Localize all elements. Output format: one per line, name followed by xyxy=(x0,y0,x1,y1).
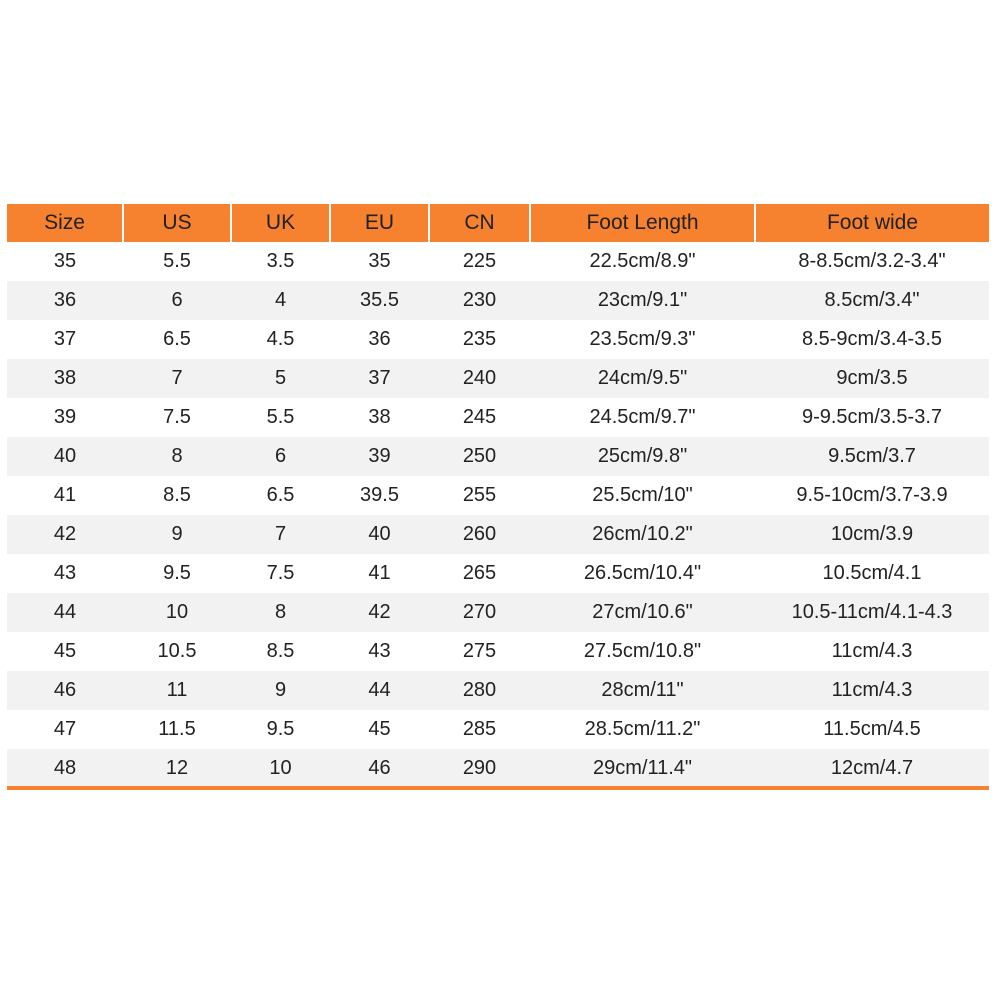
cell-size: 43 xyxy=(7,554,123,593)
cell-cn: 250 xyxy=(429,437,530,476)
cell-foot-length: 22.5cm/8.9" xyxy=(530,242,755,281)
cell-cn: 225 xyxy=(429,242,530,281)
cell-us: 5.5 xyxy=(123,242,231,281)
table-row xyxy=(7,359,989,398)
cell-eu: 43 xyxy=(330,632,429,671)
cell-eu: 35.5 xyxy=(330,281,429,320)
table-row xyxy=(7,476,989,515)
cell-size: 48 xyxy=(7,749,123,788)
table-row xyxy=(7,398,989,437)
table-row xyxy=(7,320,989,359)
column-header-foot-length: Foot Length xyxy=(530,204,755,242)
column-header-uk: UK xyxy=(231,204,330,242)
cell-eu: 41 xyxy=(330,554,429,593)
cell-foot-wide: 8.5-9cm/3.4-3.5 xyxy=(755,320,989,359)
table-header xyxy=(7,204,989,242)
cell-size: 47 xyxy=(7,710,123,749)
cell-foot-wide: 10cm/3.9 xyxy=(755,515,989,554)
cell-foot-wide: 9.5-10cm/3.7-3.9 xyxy=(755,476,989,515)
table-row xyxy=(7,515,989,554)
table-row xyxy=(7,632,989,671)
table-row xyxy=(7,671,989,710)
cell-size: 42 xyxy=(7,515,123,554)
cell-us: 9 xyxy=(123,515,231,554)
cell-size: 40 xyxy=(7,437,123,476)
cell-cn: 260 xyxy=(429,515,530,554)
cell-us: 11.5 xyxy=(123,710,231,749)
cell-uk: 9.5 xyxy=(231,710,330,749)
column-header-eu: EU xyxy=(330,204,429,242)
cell-foot-wide: 8-8.5cm/3.2-3.4" xyxy=(755,242,989,281)
cell-cn: 290 xyxy=(429,749,530,788)
cell-us: 6 xyxy=(123,281,231,320)
cell-us: 8.5 xyxy=(123,476,231,515)
table-row xyxy=(7,593,989,632)
cell-us: 8 xyxy=(123,437,231,476)
header-row xyxy=(7,204,989,242)
cell-eu: 38 xyxy=(330,398,429,437)
cell-size: 41 xyxy=(7,476,123,515)
cell-cn: 235 xyxy=(429,320,530,359)
cell-us: 7 xyxy=(123,359,231,398)
cell-foot-length: 25.5cm/10" xyxy=(530,476,755,515)
cell-size: 35 xyxy=(7,242,123,281)
cell-uk: 9 xyxy=(231,671,330,710)
cell-size: 44 xyxy=(7,593,123,632)
cell-cn: 280 xyxy=(429,671,530,710)
cell-uk: 8.5 xyxy=(231,632,330,671)
cell-foot-length: 28cm/11" xyxy=(530,671,755,710)
cell-uk: 8 xyxy=(231,593,330,632)
size-chart-table xyxy=(7,204,989,788)
cell-size: 37 xyxy=(7,320,123,359)
cell-foot-length: 24cm/9.5" xyxy=(530,359,755,398)
cell-us: 7.5 xyxy=(123,398,231,437)
cell-us: 9.5 xyxy=(123,554,231,593)
cell-cn: 275 xyxy=(429,632,530,671)
table-row xyxy=(7,437,989,476)
cell-us: 10.5 xyxy=(123,632,231,671)
cell-foot-wide: 10.5-11cm/4.1-4.3 xyxy=(755,593,989,632)
cell-foot-length: 26cm/10.2" xyxy=(530,515,755,554)
cell-eu: 46 xyxy=(330,749,429,788)
cell-foot-length: 29cm/11.4" xyxy=(530,749,755,788)
cell-size: 39 xyxy=(7,398,123,437)
cell-us: 6.5 xyxy=(123,320,231,359)
column-header-cn: CN xyxy=(429,204,530,242)
cell-size: 36 xyxy=(7,281,123,320)
cell-uk: 4.5 xyxy=(231,320,330,359)
cell-us: 11 xyxy=(123,671,231,710)
table-row xyxy=(7,242,989,281)
table-row xyxy=(7,710,989,749)
cell-cn: 240 xyxy=(429,359,530,398)
cell-uk: 7 xyxy=(231,515,330,554)
cell-us: 10 xyxy=(123,593,231,632)
cell-uk: 5.5 xyxy=(231,398,330,437)
cell-uk: 10 xyxy=(231,749,330,788)
cell-cn: 245 xyxy=(429,398,530,437)
table-body xyxy=(7,242,989,788)
cell-foot-wide: 9.5cm/3.7 xyxy=(755,437,989,476)
cell-foot-length: 27cm/10.6" xyxy=(530,593,755,632)
cell-foot-wide: 11cm/4.3 xyxy=(755,671,989,710)
cell-eu: 45 xyxy=(330,710,429,749)
cell-size: 45 xyxy=(7,632,123,671)
cell-uk: 5 xyxy=(231,359,330,398)
cell-size: 46 xyxy=(7,671,123,710)
cell-foot-length: 26.5cm/10.4" xyxy=(530,554,755,593)
column-header-foot-wide: Foot wide xyxy=(755,204,989,242)
cell-eu: 37 xyxy=(330,359,429,398)
cell-foot-length: 25cm/9.8" xyxy=(530,437,755,476)
bottom-divider xyxy=(7,786,989,790)
cell-foot-wide: 10.5cm/4.1 xyxy=(755,554,989,593)
cell-us: 12 xyxy=(123,749,231,788)
cell-eu: 39 xyxy=(330,437,429,476)
cell-foot-length: 24.5cm/9.7" xyxy=(530,398,755,437)
cell-foot-wide: 11.5cm/4.5 xyxy=(755,710,989,749)
table-row xyxy=(7,554,989,593)
cell-eu: 40 xyxy=(330,515,429,554)
table-row xyxy=(7,749,989,788)
cell-foot-wide: 11cm/4.3 xyxy=(755,632,989,671)
cell-foot-wide: 9-9.5cm/3.5-3.7 xyxy=(755,398,989,437)
cell-foot-wide: 12cm/4.7 xyxy=(755,749,989,788)
cell-uk: 4 xyxy=(231,281,330,320)
cell-eu: 44 xyxy=(330,671,429,710)
cell-foot-length: 23.5cm/9.3" xyxy=(530,320,755,359)
cell-size: 38 xyxy=(7,359,123,398)
cell-eu: 35 xyxy=(330,242,429,281)
cell-foot-wide: 9cm/3.5 xyxy=(755,359,989,398)
cell-cn: 270 xyxy=(429,593,530,632)
cell-eu: 42 xyxy=(330,593,429,632)
cell-foot-length: 27.5cm/10.8" xyxy=(530,632,755,671)
cell-cn: 265 xyxy=(429,554,530,593)
cell-uk: 7.5 xyxy=(231,554,330,593)
cell-eu: 39.5 xyxy=(330,476,429,515)
cell-eu: 36 xyxy=(330,320,429,359)
cell-cn: 285 xyxy=(429,710,530,749)
column-header-us: US xyxy=(123,204,231,242)
cell-cn: 230 xyxy=(429,281,530,320)
column-header-size: Size xyxy=(7,204,123,242)
cell-cn: 255 xyxy=(429,476,530,515)
cell-uk: 6 xyxy=(231,437,330,476)
cell-foot-wide: 8.5cm/3.4" xyxy=(755,281,989,320)
cell-uk: 6.5 xyxy=(231,476,330,515)
table-row xyxy=(7,281,989,320)
cell-foot-length: 28.5cm/11.2" xyxy=(530,710,755,749)
cell-foot-length: 23cm/9.1" xyxy=(530,281,755,320)
cell-uk: 3.5 xyxy=(231,242,330,281)
